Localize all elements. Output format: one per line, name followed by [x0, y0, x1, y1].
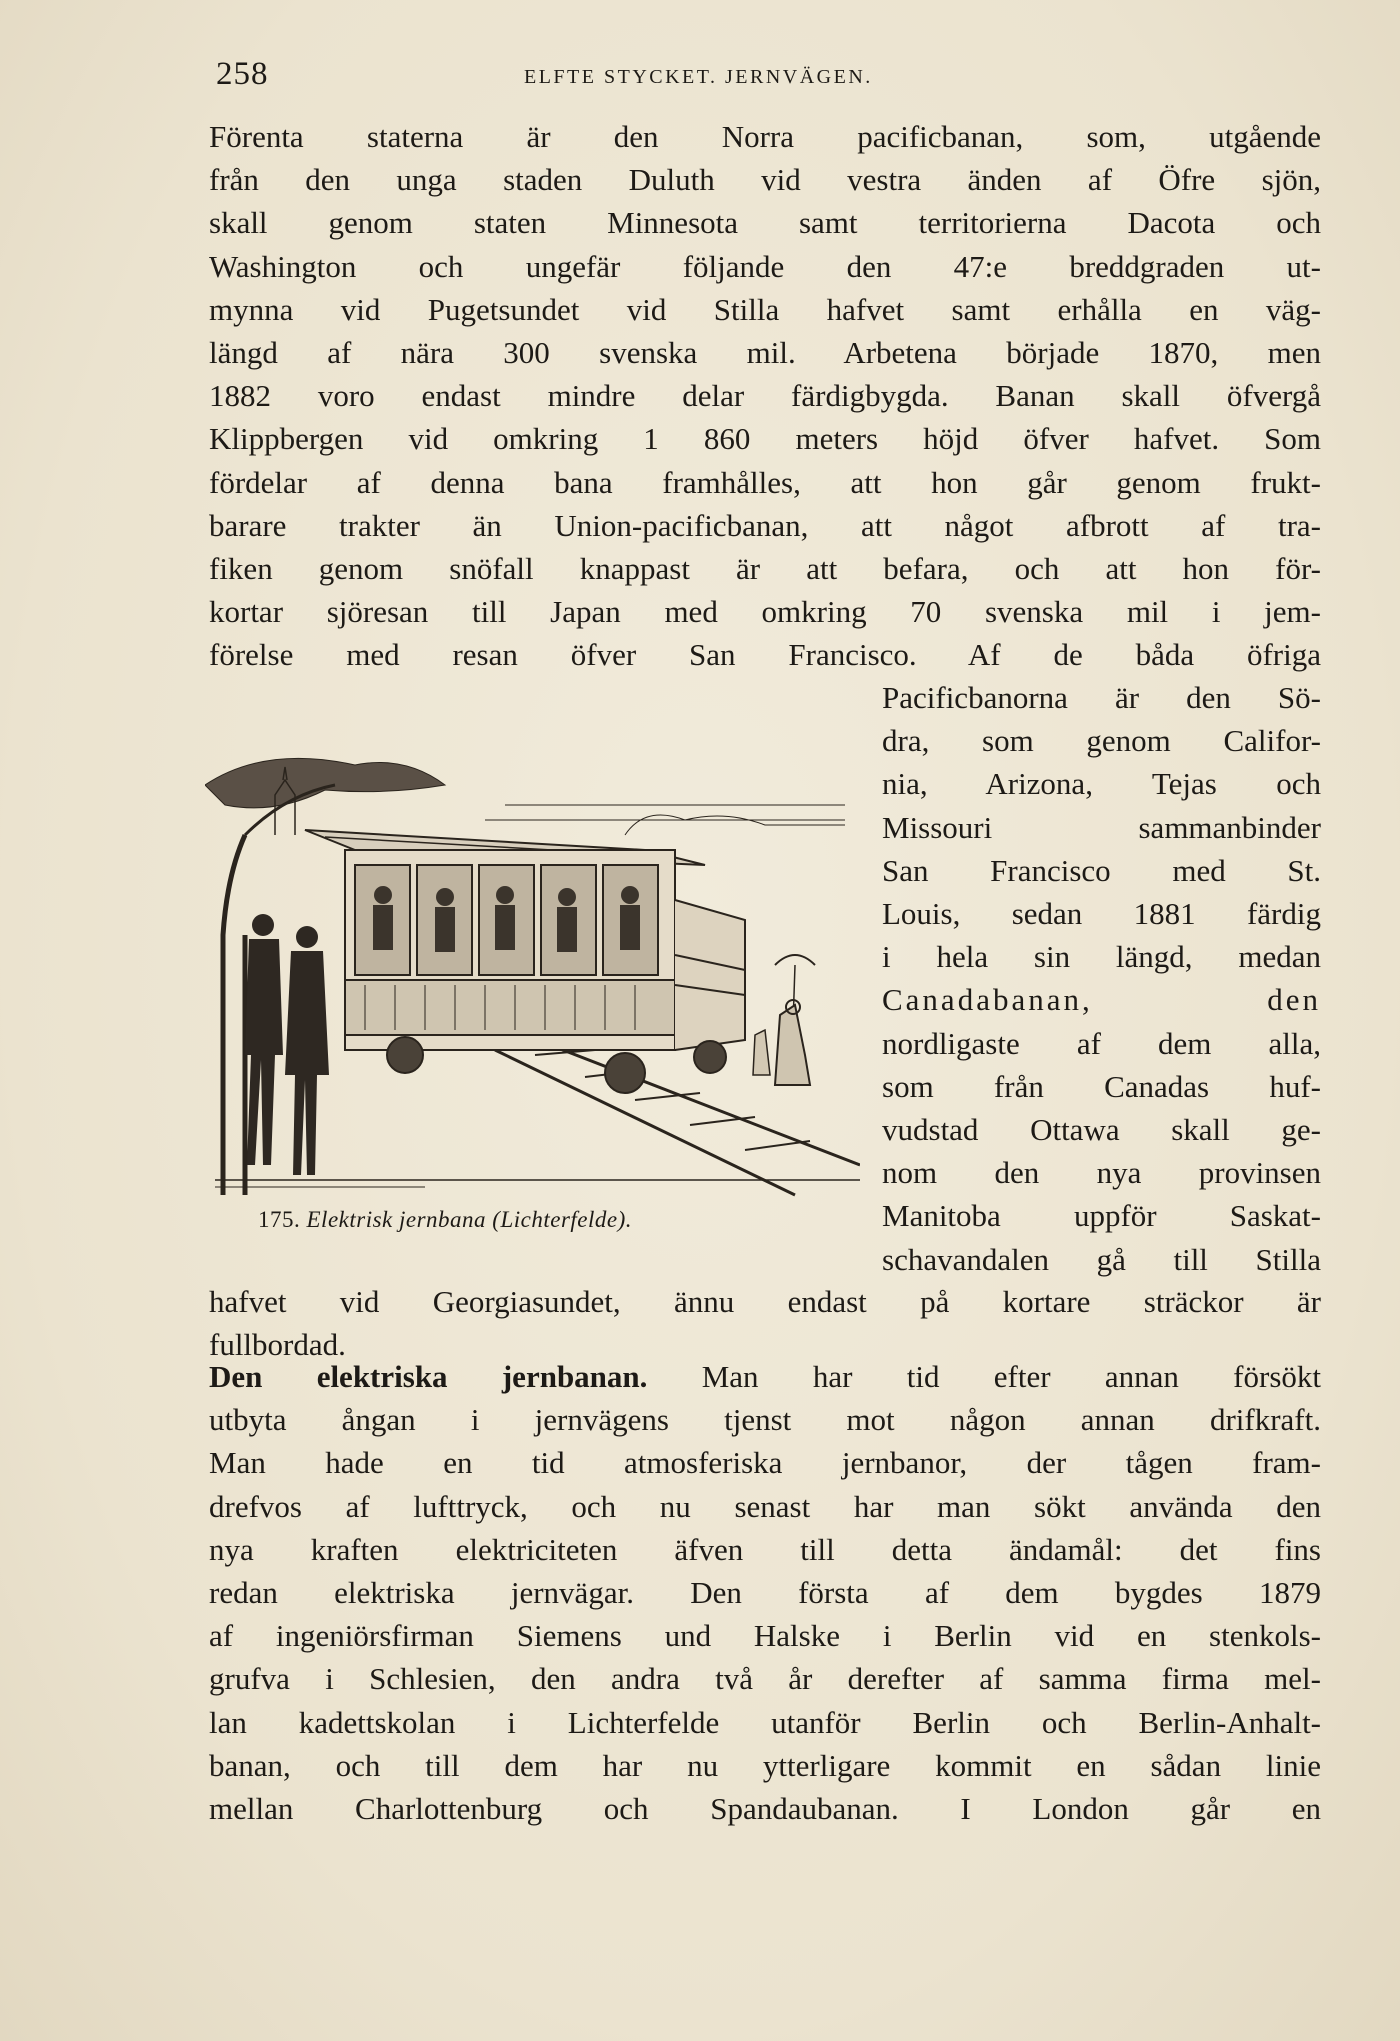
text-line: Man hade en tid atmosferiska jernbanor, der tågen fram- [209, 1445, 1321, 1481]
text-line: nom den nya provinsen [882, 1155, 1321, 1191]
text-line: barare trakter än Union-pacificbanan, att något afbrott af tra- [209, 507, 1321, 543]
text-line: Louis, sedan 1881 färdig [882, 896, 1321, 932]
text-line: vudstad Ottawa skall ge- [882, 1112, 1321, 1148]
text-line: från den unga staden Duluth vid vestra änden af Öfre sjön, [209, 162, 1321, 198]
electric-tram-illustration [205, 725, 860, 1207]
figure-electric-tram [205, 725, 860, 1207]
text-line: banan, och till dem har nu ytterligare kommit en sådan linie [209, 1747, 1321, 1783]
text-line: 1882 voro endast mindre delar färdigbygda. Banan skall öfvergå [209, 378, 1321, 414]
text-span: Man har tid efter annan försökt [701, 1359, 1321, 1394]
text-line [209, 1355, 1321, 1398]
running-head: ELFTE STYCKET. JERNVÄGEN. [524, 66, 873, 88]
page-header [206, 56, 1326, 106]
text-line: San Francisco med St. [882, 852, 1321, 888]
section-heading: Den elektriska jernbanan. [209, 1359, 648, 1394]
text-line: lan kadettskolan i Lichterfelde utanför Berlin och Berlin-Anhalt- [209, 1704, 1321, 1740]
figure-caption-text: Elektrisk jernbana (Lichterfelde). [306, 1207, 633, 1232]
text-line: mellan Charlottenburg och Spandaubanan. I London går en [209, 1791, 1321, 1827]
text-line: Canadabanan, den [882, 982, 1321, 1018]
text-line: Washington och ungefär följande den 47:e breddgraden ut- [209, 248, 1321, 284]
figure-caption [258, 1207, 818, 1233]
text-line: kortar sjöresan till Japan med omkring 70 svenska mil i jem- [209, 594, 1321, 630]
paragraph-pacific-railways [209, 115, 1321, 677]
text-line: fullbordad. [209, 1327, 346, 1363]
text-line: förelse med resan öfver San Francisco. Af de båda öfriga [209, 637, 1321, 673]
text-line: nordligaste af dem alla, [882, 1025, 1321, 1061]
text-line: Missouri sammanbinder [882, 809, 1321, 845]
text-line: drefvos af lufttryck, och nu senast har man sökt använda den [209, 1488, 1321, 1524]
text-line: utbyta ångan i jernvägens tjenst mot någon annan drifkraft. [209, 1402, 1321, 1438]
text-line: nia, Arizona, Tejas och [882, 766, 1321, 802]
paragraph-pacific-end [209, 1280, 1321, 1366]
text-line: schavandalen gå till Stilla [882, 1241, 1321, 1277]
text-line: skall genom staten Minnesota samt territorierna Dacota och [209, 205, 1321, 241]
text-line: redan elektriska jernvägar. Den första af dem bygdes 1879 [209, 1575, 1321, 1611]
text-line: fiken genom snöfall knappast är att befara, och att hon för- [209, 551, 1321, 587]
paragraph-electric-railway [209, 1355, 1321, 1830]
text-line: Manitoba uppför Saskat- [882, 1198, 1321, 1234]
figure-number: 175. [258, 1207, 301, 1232]
text-line: längd af nära 300 svenska mil. Arbetena började 1870, men [209, 335, 1321, 371]
text-line: fördelar af denna bana framhålles, att hon går genom frukt- [209, 464, 1321, 500]
text-line: af ingeniörsfirman Siemens und Halske i Berlin vid en stenkols- [209, 1618, 1321, 1654]
text-line: Klippbergen vid omkring 1 860 meters höjd öfver hafvet. Som [209, 421, 1321, 457]
page-number: 258 [216, 56, 269, 92]
text-line: mynna vid Pugetsundet vid Stilla hafvet samt erhålla en väg- [209, 291, 1321, 327]
text-line: dra, som genom Califor- [882, 723, 1321, 759]
text-line: Förenta staterna är den Norra pacificbanan, som, utgående [209, 119, 1321, 154]
text-line: hafvet vid Georgiasundet, ännu endast på kortare sträckor är [209, 1284, 1321, 1319]
text-line: grufva i Schlesien, den andra två år derefter af samma firma mel- [209, 1661, 1321, 1697]
text-line: nya kraften elektriciteten äfven till detta ändamål: det fins [209, 1531, 1321, 1567]
text-line: som från Canadas huf- [882, 1068, 1321, 1104]
text-wrap-column [882, 676, 1321, 1281]
text-line: Pacificbanorna är den Sö- [882, 680, 1321, 715]
text-line: i hela sin längd, medan [882, 939, 1321, 975]
